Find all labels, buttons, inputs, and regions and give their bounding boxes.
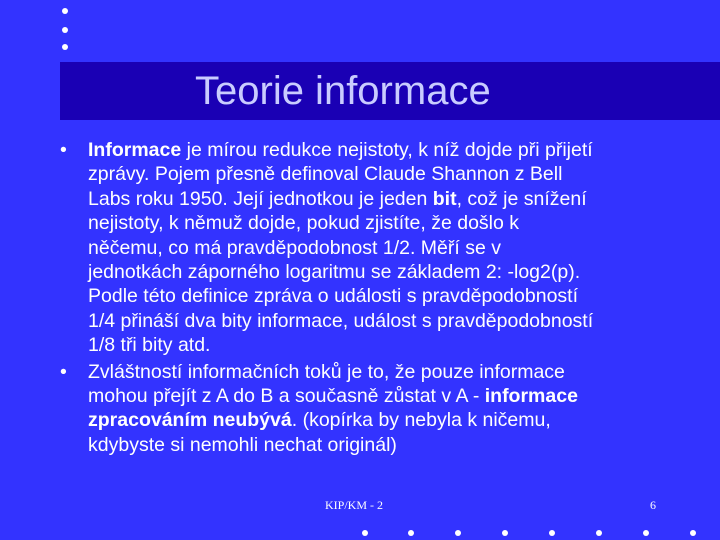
slide-title: Teorie informace — [195, 69, 491, 113]
bullet-item-informace — [58, 138, 713, 358]
bullet1-line2: zprávy. Pojem přesně definoval Claude Shannon z Bell — [88, 163, 563, 186]
bullet1-line6: jednotkách záporného logaritmu se základem 2: -log2(p). — [88, 261, 581, 284]
bullet1-line3-start: Labs roku 1950. Její jednotkou je jeden — [88, 187, 433, 210]
decorative-dot — [62, 8, 68, 14]
bullet1-line1 — [88, 138, 713, 162]
bullet2-line2 — [88, 384, 713, 408]
slide-content — [58, 138, 713, 459]
bullet-icon: • — [60, 139, 67, 161]
bullet1-line4: nejistoty, k němuž dojde, pokud zjistíte, že došlo k — [88, 212, 520, 235]
term-informace-bold: informace — [484, 385, 578, 408]
decorative-dot — [549, 530, 555, 536]
bullet-icon: • — [60, 360, 67, 383]
bullet1-line3 — [88, 187, 713, 211]
decorative-dot — [362, 530, 368, 536]
bullet1-line8: 1/4 přináší dva bity informace, událost s pravděpodobností — [88, 309, 594, 332]
bullet2-line2-start: mohou přejít z A do B a současně zůstat v A - — [88, 385, 485, 408]
bullet-item-toky — [58, 360, 713, 458]
term-informace: Informace — [88, 139, 182, 161]
term-bit: bit — [432, 187, 457, 210]
decorative-dot — [62, 44, 68, 50]
bullet1-line1-rest: je mírou redukce nejistoty, k níž dojde při přijetí — [181, 139, 593, 161]
page-number: 6 — [650, 498, 656, 512]
bullet2-line1: Zvláštností informačních toků je to, že pouze informace — [88, 360, 565, 383]
bullet1-line5: něčemu, co má pravděpodobnost 1/2. Měří se v — [88, 236, 501, 259]
decorative-dot — [643, 530, 649, 536]
bullet2-line4: kdybyste si nemohli nechat originál) — [88, 433, 397, 456]
decorative-dot — [455, 530, 461, 536]
decorative-dot — [596, 530, 602, 536]
decorative-dot — [690, 530, 696, 536]
decorative-dot — [502, 530, 508, 536]
decorative-dot — [408, 530, 414, 536]
bullet2-line3-end: . (kopírka by nebyla k ničemu, — [291, 409, 551, 432]
bullet1-line7: Podle této definice zpráva o události s pravděpodobností — [88, 285, 578, 308]
bullet1-line9: 1/8 tři bity atd. — [88, 334, 211, 357]
bullet1-line3-end: , což je snížení — [456, 187, 587, 210]
footer-label: KIP/KM - 2 — [325, 498, 384, 512]
bullet2-line3 — [88, 408, 713, 432]
decorative-dot — [62, 27, 68, 33]
term-neubyva: zpracováním neubývá — [88, 409, 292, 432]
